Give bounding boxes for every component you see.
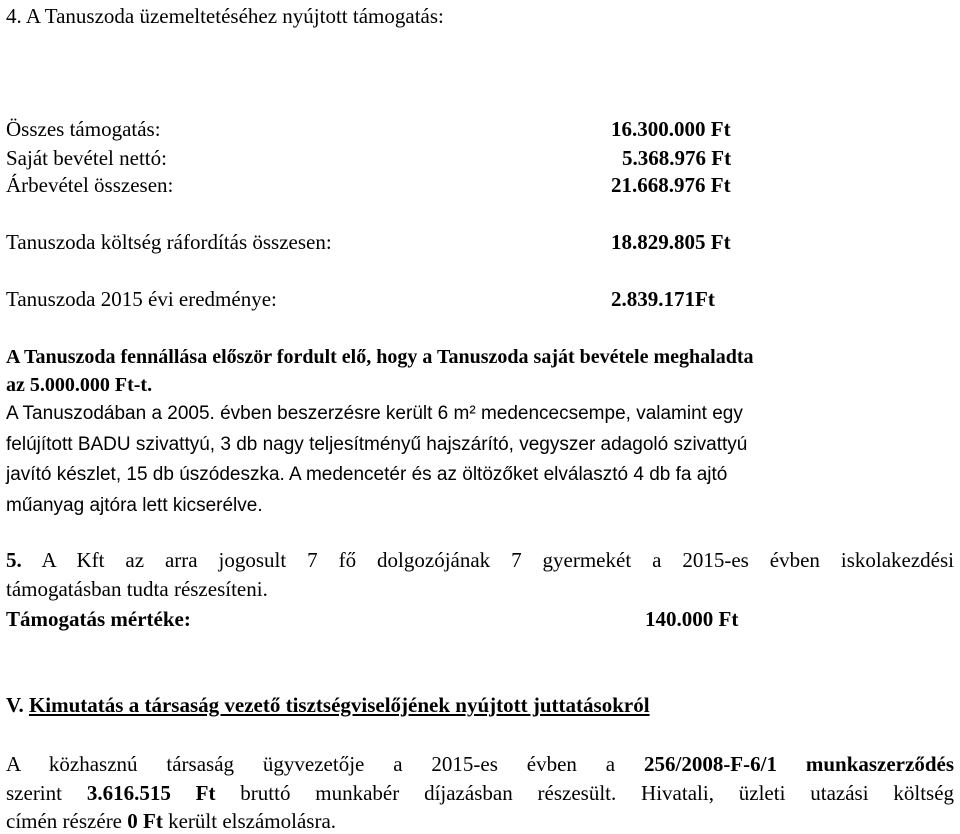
sectionV-numeral: V. bbox=[6, 693, 24, 717]
row-label-sales-total: Árbevétel összesen: bbox=[6, 173, 174, 197]
row-amount-sales-total: 21.668.976 Ft bbox=[611, 173, 731, 197]
sectionV-paragraph-line-3 bbox=[6, 809, 336, 834]
sectionV-paragraph-line-2 bbox=[6, 781, 954, 806]
section-heading: 4. A Tanuszoda üzemeltetéséhez nyújtott támogatás: bbox=[6, 4, 444, 28]
row-amount-expenses: 18.829.805 Ft bbox=[611, 230, 731, 254]
purchase-line-3: javító készlet, 15 db úszódeszka. A medencetér és az öltözőket elválasztó 4 db fa ajtó bbox=[6, 464, 728, 485]
row-label-total-support: Összes támogatás: bbox=[6, 117, 161, 141]
sectionV-title: Kimutatás a társaság vezető tisztségviselőjének nyújtott juttatásokról bbox=[28, 693, 650, 717]
purchase-line-4: műanyag ajtóra lett kicserélve. bbox=[6, 495, 263, 516]
row-label-own-revenue: Saját bevétel nettó: bbox=[6, 146, 167, 170]
row-amount-result: 2.839.171Ft bbox=[611, 287, 715, 311]
sectionV-line3-prefix: címén részére bbox=[6, 809, 123, 833]
sectionV-line2-prefix: szerint bbox=[6, 781, 62, 805]
contract-number: 256/2008-F-6/1 munkaszerződés bbox=[643, 752, 954, 776]
highlight-line-1: A Tanuszoda fennállása először fordult elő, hogy a Tanuszoda saját bevétele meghaladta bbox=[6, 346, 754, 368]
section5-line-2: támogatásban tudta részesíteni. bbox=[6, 577, 268, 601]
sectionV-paragraph-line-1 bbox=[6, 752, 954, 777]
purchase-line-2: felújított BADU szivattyú, 3 db nagy teljesítményű hajszárító, vegyszer adagoló szivattyú bbox=[6, 434, 748, 455]
sectionV-heading bbox=[6, 693, 650, 718]
section5-text: A Kft az arra jogosult 7 fő dolgozójának 7 gyermekét a 2015-es évben iskolakezdési bbox=[41, 548, 954, 572]
section5-number: 5. bbox=[6, 548, 22, 572]
purchase-line-1: A Tanuszodában a 2005. évben beszerzésre került 6 m² medencecsempe, valamint egy bbox=[6, 403, 743, 424]
travel-amount: 0 Ft bbox=[127, 809, 163, 833]
row-amount-total-support: 16.300.000 Ft bbox=[611, 117, 731, 141]
row-label-expenses: Tanuszoda költség ráfordítás összesen: bbox=[6, 230, 332, 254]
support-label: Támogatás mértéke: bbox=[6, 607, 191, 631]
salary-amount: 3.616.515 Ft bbox=[86, 781, 216, 805]
section5-line-1 bbox=[6, 548, 954, 573]
row-amount-own-revenue: 5.368.976 Ft bbox=[622, 146, 732, 170]
highlight-line-2: az 5.000.000 Ft-t. bbox=[6, 374, 153, 396]
support-amount: 140.000 Ft bbox=[645, 607, 739, 631]
sectionV-line3-suffix: került elszámolásra. bbox=[168, 809, 337, 833]
sectionV-line2-suffix: bruttó munkabér díjazásban részesült. Hivatali, üzleti utazási költség bbox=[240, 781, 955, 805]
sectionV-line1-text: A közhasznú társaság ügyvezetője a 2015-es évben a bbox=[6, 752, 616, 776]
row-label-result: Tanuszoda 2015 évi eredménye: bbox=[6, 287, 277, 311]
